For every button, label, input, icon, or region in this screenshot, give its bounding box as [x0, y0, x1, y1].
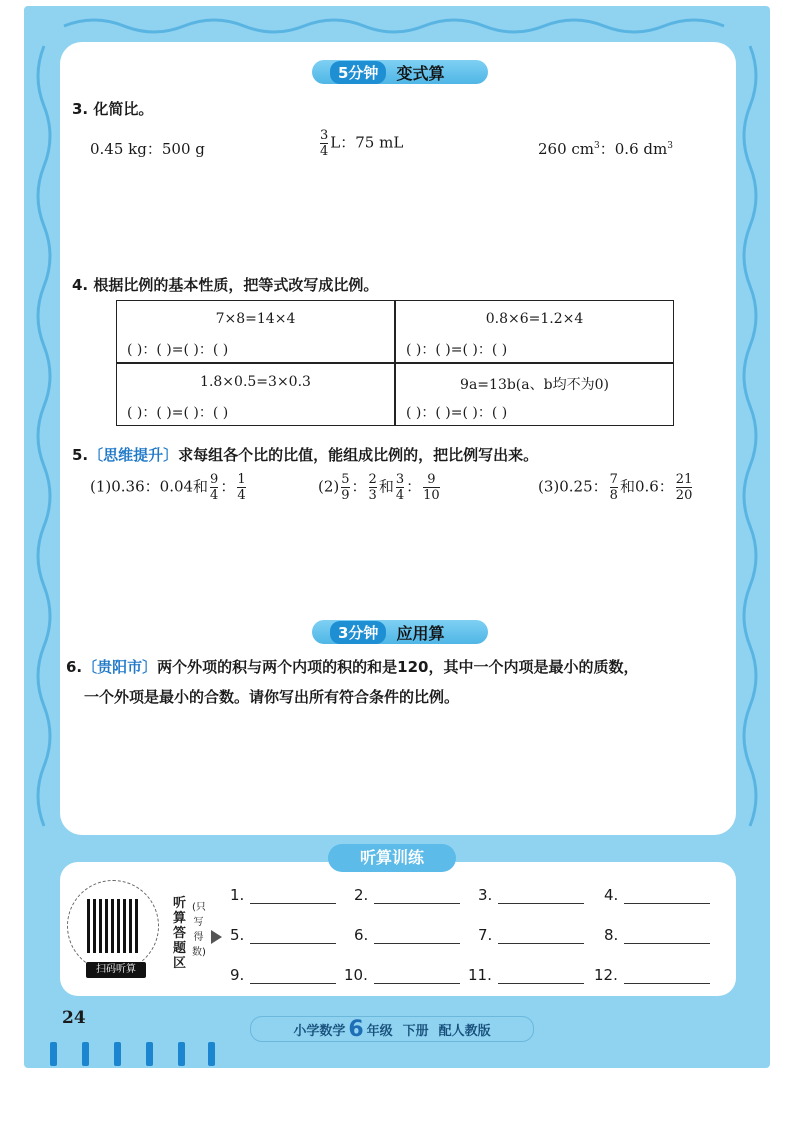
q4-equation: 7×8=14×4 — [215, 311, 296, 327]
q5-part-2 — [318, 472, 442, 503]
q4-equation: 0.8×6=1.2×4 — [485, 311, 584, 327]
q5-part-1 — [90, 472, 248, 503]
q6-number: 6. — [66, 658, 83, 676]
q4-cell — [396, 364, 673, 425]
edge-tab — [208, 1042, 215, 1066]
conjunction: 和 — [378, 477, 394, 496]
arrow-right-icon — [211, 930, 222, 944]
q3-c-sup: 3 — [594, 141, 600, 151]
qr-label: 扫码听算 — [86, 962, 146, 978]
fraction-num: 3 — [395, 472, 405, 487]
answer-number: 11. — [468, 966, 492, 984]
answer-slot[interactable] — [230, 966, 336, 984]
answer-number: 9. — [230, 966, 245, 984]
question-5-title — [72, 444, 538, 465]
fraction-num: 7 — [609, 472, 618, 487]
answer-slot[interactable] — [354, 926, 460, 944]
answer-slot[interactable] — [468, 966, 584, 984]
q6-text-1: 两个外项的积与两个内项的积的和是120，其中一个内项是最小的质数， — [157, 658, 639, 676]
q4-answer-blanks[interactable]: ( )：( )=( )：( ) — [127, 342, 229, 358]
q3-b-denominator: 4 — [320, 144, 329, 159]
answer-slot[interactable] — [594, 966, 710, 984]
q4-answer-blanks[interactable]: ( )：( )=( )：( ) — [406, 342, 508, 358]
fraction-num: 5 — [341, 472, 350, 487]
q5-text: 求每组各个比的比值，能组成比例的，把比例写出来。 — [178, 446, 539, 464]
section-header-application — [312, 620, 488, 644]
fraction-den: 4 — [210, 488, 219, 503]
answer-number: 10. — [344, 966, 368, 984]
answer-number: 7. — [478, 926, 493, 944]
q4-answer-blanks[interactable]: ( )：( )=( )：( ) — [406, 405, 508, 421]
answer-slot[interactable] — [478, 886, 584, 904]
question-4-title: 4. 根据比例的基本性质，把等式改写成比例。 — [72, 276, 379, 294]
section-time-badge: 5分钟 — [330, 61, 386, 84]
q5-p2-prefix: (2) — [318, 477, 340, 496]
fraction-num: 9 — [210, 472, 219, 487]
q3-c-main: 260 cm — [538, 140, 595, 158]
answer-area-note: (只写得数) — [192, 902, 206, 958]
answer-slot[interactable] — [230, 926, 336, 944]
answer-number: 5. — [230, 926, 245, 944]
answer-number: 3. — [478, 886, 493, 904]
fraction-num: 1 — [237, 472, 246, 487]
answer-area-label: 听算答题区 — [172, 896, 186, 971]
footer-grade-suffix: 年级 — [366, 1023, 393, 1039]
q5-p1-prefix: (1)0.36：0.04和 — [90, 477, 209, 496]
footer-grade: 6 — [348, 1016, 364, 1042]
listening-title: 听算训练 — [328, 844, 456, 872]
fraction-den: 4 — [237, 488, 246, 503]
question-6-line2: 一个外项是最小的合数。请你写出所有符合条件的比例。 — [84, 688, 460, 706]
footer-subject: 小学数学 — [293, 1023, 346, 1039]
footer-edition: 配人教版 — [438, 1023, 491, 1039]
answer-slot[interactable] — [478, 926, 584, 944]
answer-slot[interactable] — [354, 886, 460, 904]
footer-volume: 下册 — [402, 1023, 429, 1039]
answer-number: 12. — [594, 966, 618, 984]
q5-tag: 〔思维提升〕 — [88, 446, 179, 464]
edge-tab — [50, 1042, 57, 1066]
fraction-den: 4 — [395, 488, 405, 503]
fraction-num: 9 — [427, 472, 436, 487]
conjunction: 和0.6： — [619, 477, 674, 496]
q4-cell — [396, 301, 673, 362]
q5-p3-prefix: (3)0.25： — [538, 477, 608, 496]
q4-equation: 1.8×0.5=3×0.3 — [200, 374, 311, 390]
edge-tab — [178, 1042, 185, 1066]
q5-number: 5. — [72, 446, 89, 464]
answer-slot[interactable] — [604, 886, 710, 904]
q5-part-3 — [538, 472, 694, 503]
answer-number: 8. — [604, 926, 619, 944]
fraction-den: 20 — [675, 488, 693, 503]
q3-c-sup2: 3 — [667, 141, 673, 151]
q4-table — [116, 300, 674, 426]
q3-b-rest: L：75 mL — [330, 133, 404, 152]
q4-equation: 9a=13b(a、b均不为0) — [460, 377, 609, 393]
answer-number: 2. — [354, 886, 369, 904]
section-time-badge: 3分钟 — [330, 621, 386, 644]
q4-answer-blanks[interactable]: ( )：( )=( )：( ) — [127, 405, 229, 421]
fraction-num: 2 — [368, 472, 377, 487]
q3-c-mid: ：0.6 dm — [599, 140, 668, 158]
fraction-den: 8 — [609, 488, 618, 503]
worksheet-area — [60, 42, 736, 835]
answer-slot[interactable] — [604, 926, 710, 944]
edge-tab — [114, 1042, 121, 1066]
edge-tab — [146, 1042, 153, 1066]
question-6-line1 — [66, 656, 638, 677]
q3-item-b — [318, 128, 403, 159]
fraction-den: 3 — [368, 488, 377, 503]
ratio-sep: ： — [220, 477, 236, 496]
q3-b-numerator: 3 — [320, 128, 329, 143]
fraction-den: 9 — [341, 488, 350, 503]
answer-slot[interactable] — [230, 886, 336, 904]
q4-cell — [117, 301, 394, 362]
answer-number: 6. — [354, 926, 369, 944]
q3-item-c — [538, 138, 673, 159]
fraction-num: 21 — [675, 472, 693, 487]
q6-tag: 〔贵阳市〕 — [82, 658, 158, 676]
section-header-variant — [312, 60, 488, 84]
edge-tab — [82, 1042, 89, 1066]
answer-number: 1. — [230, 886, 245, 904]
q4-cell — [117, 364, 394, 425]
answer-slot[interactable] — [344, 966, 460, 984]
section-title: 应用算 — [396, 623, 445, 643]
qr-code-icon[interactable] — [87, 899, 141, 953]
ratio-sep: ： — [406, 477, 422, 496]
book-footer — [250, 1016, 534, 1042]
page-number: 24 — [62, 1008, 86, 1028]
q3-item-a: 0.45 kg：500 g — [90, 140, 205, 158]
ratio-sep: ： — [351, 477, 367, 496]
question-3-title: 3. 化简比。 — [72, 100, 154, 118]
answer-number: 4. — [604, 886, 619, 904]
section-title: 变式算 — [396, 63, 445, 83]
fraction-den: 10 — [423, 488, 440, 503]
